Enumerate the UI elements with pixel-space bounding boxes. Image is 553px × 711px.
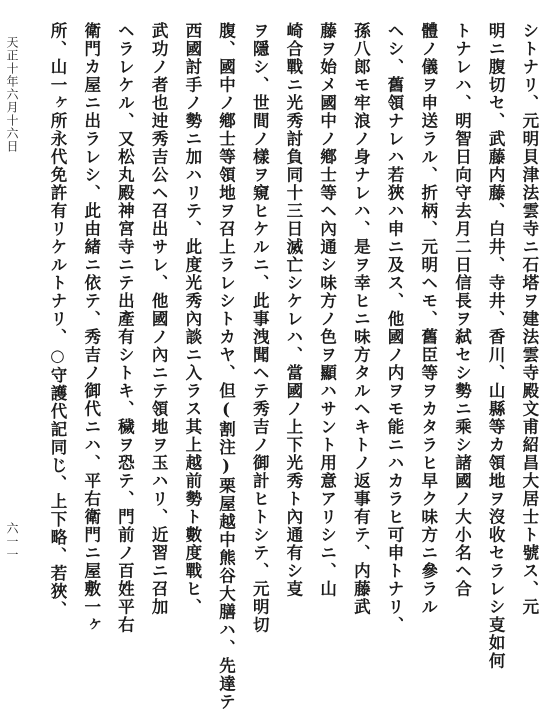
text-line: 孫八郎モ牢浪ノ身ナレハ、是ヲ幸ヒニ味方タルヘキトノ返事有テ、内藤武 [351,22,371,616]
text-line: 腹、國中ノ鄕士等領地ヲ召上ラレシトカヤ、但(割注)栗屋越中熊谷大膳ハ、先達テ [216,22,236,711]
text-line: 衛門カ屋ニ出ラレシ、此由緒ニ依テ、秀吉ノ御代ニハ、平右衛門ニ屋敷一ヶ [81,22,101,634]
text-line: 武功ノ者也迚秀吉公ヘ召出サレ、他國ノ內ニテ領地ヲ玉ハリ、近習ニ召加 [149,22,169,616]
text-line: トナレハ、明智日向守去月二日信長ヲ弑セシ勢ニ乘シ諸國ノ大小名ヘ合 [452,22,472,598]
text-line: 明ニ腹切セ、武藤内藤、白井、寺井、香川、山縣等カ領地ヲ沒收セラレシ㕝如何 [486,22,506,670]
date-note: 天正十年六月十六日 [5,36,19,153]
text-line: 藤ヲ始メ國中ノ鄕士等ヘ內通シ味方ノ色ヲ顯ハサント用意アリシニ、山 [317,22,337,598]
main-text-block [47,22,539,711]
text-line: ヘラレケル、又松丸殿神宮寺ニテ出產有シトキ、穢ヲ恐テ、門前ノ百姓平右 [115,22,135,634]
text-line: ヘシ、舊領ナレハ若狹ハ申ニ及ス、他國ノ内ヲモ能ニハカラヒ可申トナリ、 [385,22,405,634]
text-line: ヲ隱シ、世間ノ樣ヲ窺ヒケルニ、此事洩聞ヘテ秀吉ノ御計ヒトシテ、元明切 [250,22,270,634]
text-line: 體ノ儀ヲ申送ラル、折柄、元明ヘモ、舊臣等ヲカタラヒ早ク味方ニ參ラル [418,22,438,616]
text-line: シトナリ、元明貝津法雲寺ニ石塔ヲ建法雲寺殿文甫紹昌大居士ト號ス、元 [519,22,539,616]
page-number: 六一一 [5,522,19,561]
text-line: 崎合戰ニ光秀討負同十三日滅亡シケレハ、當國ノ上下光秀ト內通有シ㕝 [283,22,303,598]
text-line: 所、山一ヶ所永代免許有リケルトナリ、○守護代記同じ、上下略、若狹、 [48,22,67,619]
text-line: 西國討手ノ勢ニ加ハリテ、此度光秀內談ニ入ラス其上越前勢ト數度戰ヒ、 [182,22,202,616]
